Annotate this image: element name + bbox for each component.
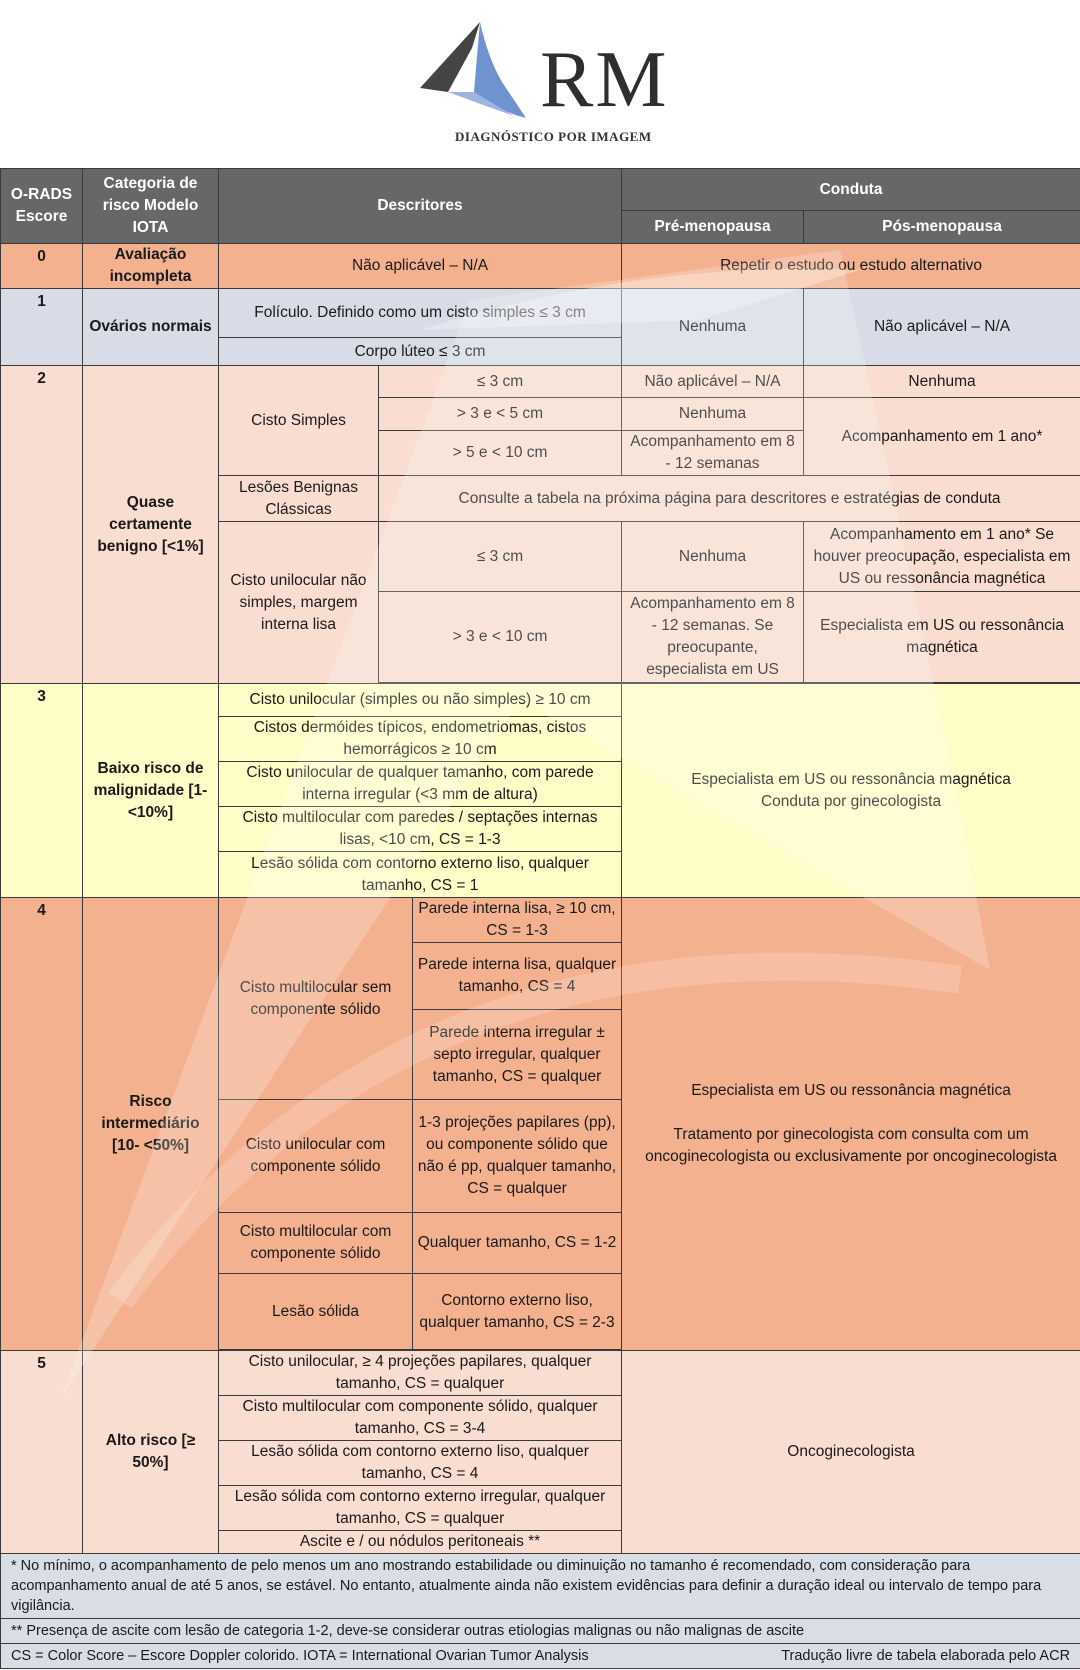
descriptor-4-group2: Cisto unilocular com componente sólido <box>219 1100 413 1213</box>
conduct-2-u2-pre: Acompanhamento em 8 - 12 semanas. Se preocupante, especialista em US <box>622 592 804 683</box>
category-2: Quase certamente benigno [<1%] <box>83 366 219 684</box>
score-2: 2 <box>1 366 83 684</box>
score-5: 5 <box>1 1351 83 1554</box>
conduct-3 <box>622 684 1080 898</box>
conduct-5: Oncoginecologista <box>622 1351 1080 1554</box>
descriptor-3: Lesão sólida com contorno externo liso, qualquer tamanho, CS = 1 <box>219 852 622 898</box>
header-category: Categoria de risco Modelo IOTA <box>83 169 219 244</box>
score-4: 4 <box>1 898 83 1351</box>
conduct-2-s2-pre: Nenhuma <box>622 398 804 431</box>
conduct-4 <box>622 898 1080 1351</box>
footnote-1: * No mínimo, o acompanhamento de pelo menos um ano mostrando estabilidade ou diminuição no tamanho é recomendado, com consideração para acompanhamento anual de até 5 anos, se estável. No entanto, atualmente ainda não existem evidências para definir a duração ideal ou intervalo de tempo para vigilância. <box>1 1554 1080 1619</box>
descriptor-4-sub: Contorno externo liso, qualquer tamanho, CS = 2-3 <box>413 1274 622 1350</box>
conduct-1-post: Não aplicável – N/A <box>804 289 1080 366</box>
footnote-3 <box>1 1644 1080 1669</box>
descriptor-5: Cisto multilocular com componente sólido, qualquer tamanho, CS = 3-4 <box>219 1396 622 1441</box>
conduct-3-line1: Especialista em US ou ressonância magnética <box>691 770 1011 788</box>
descriptor-5: Lesão sólida com contorno externo liso, qualquer tamanho, CS = 4 <box>219 1441 622 1486</box>
score-0: 0 <box>1 244 83 289</box>
logo-header <box>0 0 1080 168</box>
descriptor-4-group3: Cisto multilocular com componente sólido <box>219 1213 413 1274</box>
size-simple-3: > 5 e < 10 cm <box>379 431 622 476</box>
footnote-3-left: CS = Color Score – Escore Doppler colorido. IOTA = International Ovarian Tumor Analysis <box>11 1648 589 1664</box>
header-score: O-RADS Escore <box>1 169 83 244</box>
descriptor-3: Cistos dermóides típicos, endometriomas, cistos hemorrágicos ≥ 10 cm <box>219 717 622 762</box>
category-1: Ovários normais <box>83 289 219 366</box>
header-pre: Pré-menopausa <box>622 211 804 244</box>
descriptor-4-sub: 1-3 projeções papilares (pp), ou componente sólido que não é pp, qualquer tamanho, CS = qualquer <box>413 1100 622 1213</box>
conduct-4-line2: Tratamento por ginecologista com consulta com um oncoginecologista ou exclusivamente por oncoginecologista <box>645 1126 1057 1165</box>
descriptor-1b: Corpo lúteo ≤ 3 cm <box>219 338 622 366</box>
descriptor-1a: Folículo. Definido como um cisto simples ≤ 3 cm <box>219 289 622 338</box>
descriptor-4-sub: Parede interna lisa, ≥ 10 cm, CS = 1-3 <box>413 898 622 943</box>
category-5: Alto risco [≥ 50%] <box>83 1351 219 1554</box>
descriptor-5: Ascite e / ou nódulos peritoneais ** <box>219 1531 622 1554</box>
conduct-3-line2: Conduta por ginecologista <box>760 792 942 810</box>
descriptor-3: Cisto multilocular com paredes / septações internas lisas, <10 cm, CS = 1-3 <box>219 807 622 852</box>
descriptor-4-group4: Lesão sólida <box>219 1274 413 1350</box>
conduct-4-line1: Especialista em US ou ressonância magnética <box>691 1082 1011 1099</box>
descriptor-unilocular: Cisto unilocular não simples, margem interna lisa <box>219 522 379 684</box>
size-uni-2: > 3 e < 10 cm <box>379 592 622 683</box>
brand-subtitle: DIAGNÓSTICO POR IMAGEM <box>455 129 652 144</box>
score-3: 3 <box>1 684 83 898</box>
conduct-2-u1-pre: Nenhuma <box>622 522 804 592</box>
descriptor-3: Cisto unilocular de qualquer tamanho, com parede interna irregular (<3 mm de altura) <box>219 762 622 807</box>
descriptor-5: Lesão sólida com contorno externo irregular, qualquer tamanho, CS = qualquer <box>219 1486 622 1531</box>
conduct-2-s2-post: Acompanhamento em 1 ano* <box>804 398 1080 476</box>
header-descriptors: Descritores <box>219 169 622 244</box>
category-4: Risco intermediário [10- <50%] <box>83 898 219 1351</box>
score-1: 1 <box>1 289 83 366</box>
header-post: Pós-menopausa <box>804 211 1080 244</box>
rm-logo-icon <box>410 18 540 118</box>
conduct-2-s1-pre: Não aplicável – N/A <box>622 366 804 398</box>
conduct-2-s3-pre: Acompanhamento em 8 - 12 semanas <box>622 431 804 476</box>
footnote-2: ** Presença de ascite com lesão de categoria 1-2, deve-se considerar outras etiologias malignas ou não malignas de ascite <box>1 1619 1080 1644</box>
conduct-2-u1-post: Acompanhamento em 1 ano* Se houver preocupação, especialista em US ou ressonância magnética <box>804 522 1080 592</box>
header-conduct: Conduta <box>622 169 1080 211</box>
descriptor-4-group1: Cisto multilocular sem componente sólido <box>219 898 413 1100</box>
conduct-0: Repetir o estudo ou estudo alternativo <box>622 244 1080 289</box>
descriptor-5: Cisto unilocular, ≥ 4 projeções papilares, qualquer tamanho, CS = qualquer <box>219 1351 622 1396</box>
descriptor-simple-cyst: Cisto Simples <box>219 366 379 476</box>
conduct-2-u2-post: Especialista em US ou ressonância magnética <box>804 592 1080 683</box>
category-0: Avaliação incompleta <box>83 244 219 289</box>
orads-table <box>0 168 1080 1669</box>
conduct-1-pre: Nenhuma <box>622 289 804 366</box>
size-simple-1: ≤ 3 cm <box>379 366 622 398</box>
conduct-2-classic: Consulte a tabela na próxima página para descritores e estratégias de conduta <box>379 476 1080 522</box>
brand-name: RM <box>540 36 669 124</box>
category-3: Baixo risco de malignidade [1- <10%] <box>83 684 219 898</box>
size-simple-2: > 3 e < 5 cm <box>379 398 622 431</box>
descriptor-0: Não aplicável – N/A <box>219 244 622 289</box>
size-uni-1: ≤ 3 cm <box>379 522 622 592</box>
descriptor-4-sub: Parede interna lisa, qualquer tamanho, CS = 4 <box>413 943 622 1010</box>
descriptor-4-sub: Parede interna irregular ± septo irregular, qualquer tamanho, CS = qualquer <box>413 1010 622 1100</box>
descriptor-classic: Lesões Benignas Clássicas <box>219 476 379 522</box>
footnote-3-right: Tradução livre de tabela elaborada pelo ACR <box>781 1648 1071 1664</box>
descriptor-3: Cisto unilocular (simples ou não simples) ≥ 10 cm <box>219 684 622 717</box>
descriptor-4-sub: Qualquer tamanho, CS = 1-2 <box>413 1213 622 1274</box>
conduct-2-s1-post: Nenhuma <box>804 366 1080 398</box>
